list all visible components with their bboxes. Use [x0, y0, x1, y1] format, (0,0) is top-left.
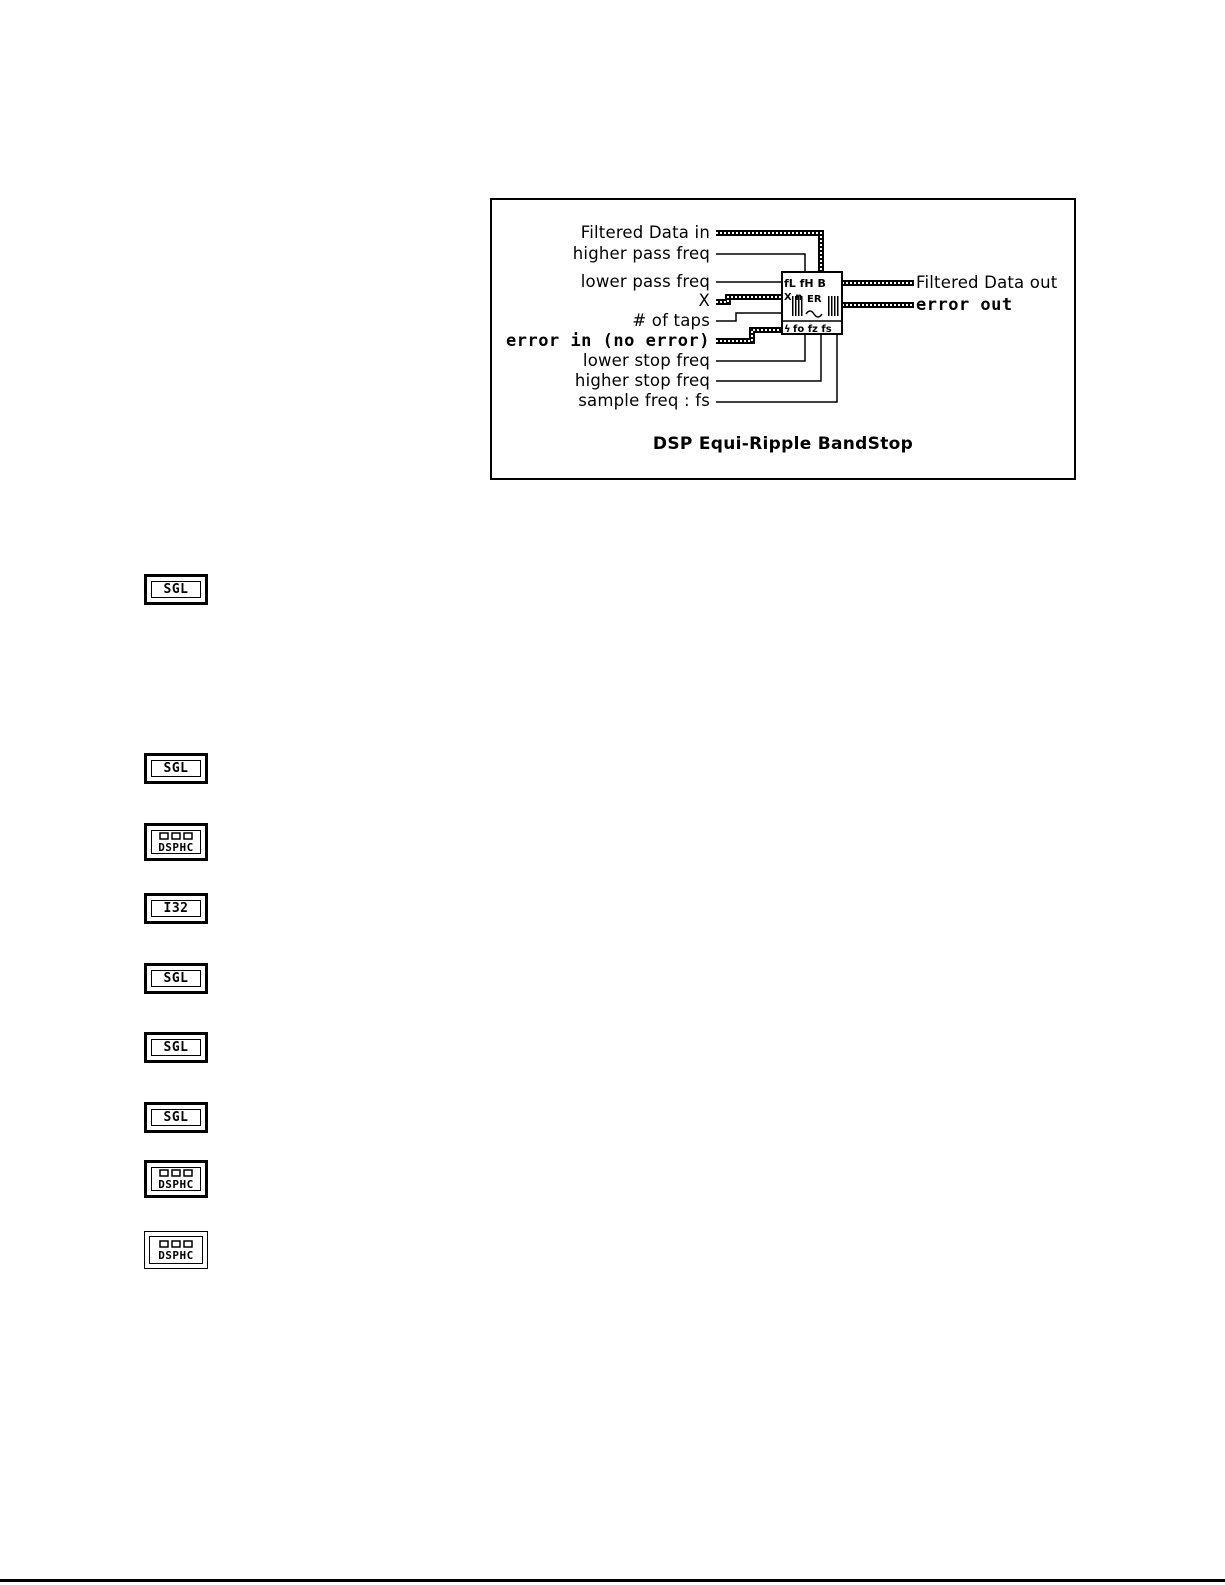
- terminal-badge-sgl: [144, 574, 208, 605]
- vi-icon-bottom-labels: fo fz fs: [793, 324, 832, 335]
- terminal-badge-sgl: [144, 1102, 208, 1133]
- terminal-type-label: DSPHC: [158, 1177, 194, 1191]
- terminal-badge-dsphc: [144, 823, 208, 861]
- terminal-type-label: DSPHC: [158, 840, 194, 854]
- label-lower-stop-freq: lower stop freq: [582, 351, 710, 370]
- terminal-badge-sgl: [144, 1032, 208, 1063]
- terminal-type-label: SGL: [151, 970, 201, 987]
- label-filtered-data-out: Filtered Data out: [916, 273, 1058, 292]
- terminal-badge-sgl: [144, 753, 208, 784]
- diagram-caption: DSP Equi-Ripple BandStop: [652, 434, 914, 454]
- label-filtered-data-in: Filtered Data in: [580, 223, 710, 242]
- cluster-icon: [158, 1169, 194, 1178]
- label-higher-stop-freq: higher stop freq: [574, 371, 710, 390]
- terminal-badge-i32: [144, 893, 208, 924]
- vi-icon-left-labels: X n: [784, 292, 803, 303]
- wire-num-taps: [716, 313, 782, 321]
- terminal-type-label: SGL: [151, 1039, 201, 1056]
- terminal-badge-dsphc-indicator: [144, 1231, 208, 1269]
- error-bolt-icon: ϟ: [784, 324, 791, 335]
- terminal-type-label: I32: [151, 900, 201, 917]
- wire-lower-stop-freq: [716, 333, 805, 361]
- label-x: X: [698, 291, 710, 310]
- terminal-type-label: DSPHC: [158, 1248, 194, 1262]
- vi-icon-top-labels: fL fH B: [784, 277, 826, 290]
- cluster-icon: [158, 832, 194, 841]
- label-error-out: error out: [916, 295, 1013, 315]
- cluster-icon: [158, 1240, 194, 1249]
- vi-icon-center-label: ER: [807, 294, 822, 305]
- label-sample-freq: sample freq : fs: [578, 391, 710, 410]
- terminal-type-label: SGL: [151, 760, 201, 777]
- terminal-badge-sgl: [144, 963, 208, 994]
- label-error-in: error in (no error): [506, 331, 710, 351]
- terminal-badge-dsphc: [144, 1160, 208, 1198]
- wire-x: [716, 297, 782, 302]
- wire-error-in: [716, 330, 782, 341]
- label-lower-pass-freq: lower pass freq: [580, 272, 710, 291]
- vi-icon: [782, 272, 842, 335]
- label-higher-pass-freq: higher pass freq: [572, 244, 710, 263]
- terminal-type-label: SGL: [151, 581, 201, 598]
- terminal-type-label: SGL: [151, 1109, 201, 1126]
- label-num-taps: # of taps: [632, 311, 710, 330]
- page-bottom-rule: [0, 1579, 1225, 1582]
